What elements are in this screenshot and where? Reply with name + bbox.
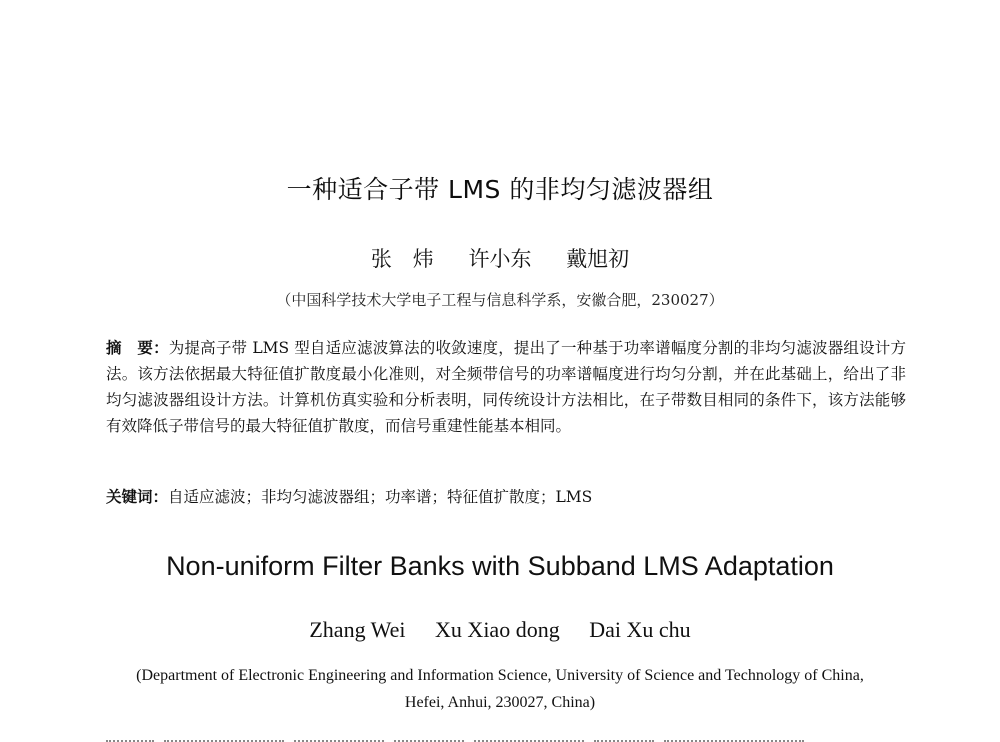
author-list-en: [0, 617, 1000, 643]
abstract-label-cn: 摘 要：: [106, 339, 169, 357]
affiliation-cn: （中国科学技术大学电子工程与信息科学系，安徽合肥，230027）: [276, 291, 724, 309]
affiliation-en: (Department of Electronic Engineering and Information Science, University of Science and Technology of China, Hefei, Anhui, 230027, China): [136, 667, 864, 711]
abstract-text-cn: 为提高子带 LMS 型自适应滤波算法的收敛速度，提出了一种基于功率谱幅度分割的非均匀滤波器组设计方法。该方法依据最大特征值扩散度最小化准则，对全频带信号的功率谱幅度进行均匀分割，并在此基础上，给出了非均匀滤波器组设计方法。计算机仿真实验和分析表明，同传统设计方法相比，在子带数目相同的条件下，该方法能够有效降低子带信号的最大特征值扩散度，而信号重建性能基本相同。: [106, 339, 906, 435]
keywords-text-cn: 自适应滤波；非均匀滤波器组；功率谱；特征值扩散度；LMS: [168, 488, 593, 506]
author-en: Zhang Wei: [309, 617, 406, 642]
author-list-cn: [0, 243, 1000, 273]
keywords-cn: [106, 486, 906, 508]
author-en: Xu Xiao dong: [435, 617, 560, 642]
paper-title-cn: 一种适合子带 LMS 的非均匀滤波器组: [286, 175, 714, 204]
author-cn: 戴旭初: [566, 247, 630, 271]
cut-off-text-line: [106, 733, 886, 742]
author-cn: 张 炜: [370, 247, 434, 271]
paper-title-en: Non-uniform Filter Banks with Subband LMS Adaptation: [166, 551, 834, 581]
keywords-label-cn: 关键词：: [106, 488, 169, 506]
abstract-cn: [106, 335, 906, 439]
author-cn: 许小东: [468, 247, 532, 271]
author-en: Dai Xu chu: [589, 617, 691, 642]
